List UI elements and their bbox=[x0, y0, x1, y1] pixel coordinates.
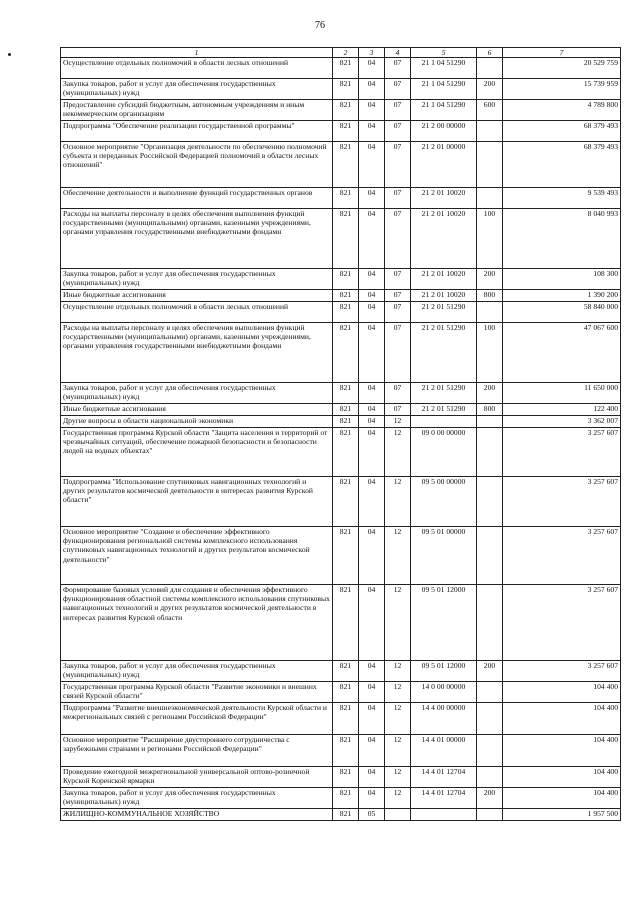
cell-ved: 821 bbox=[333, 788, 359, 809]
cell-ved: 821 bbox=[333, 416, 359, 428]
table-row bbox=[61, 209, 621, 269]
cell-csr: 09 0 00 00000 bbox=[411, 428, 477, 477]
cell-name: Формирование базовых условий для создания и обеспечения эффективного функционирования областной системы комплексного использования спутниковых навигационных технологий и других результатов космической деятельности в интересах развития Курской области bbox=[61, 585, 333, 661]
cell-vr: 100 bbox=[477, 323, 503, 383]
cell-ved: 821 bbox=[333, 58, 359, 79]
cell-sum: 104 400 bbox=[503, 767, 621, 788]
cell-ved: 821 bbox=[333, 404, 359, 416]
cell-name: Иные бюджетные ассигнования bbox=[61, 404, 333, 416]
cell-ved: 821 bbox=[333, 209, 359, 269]
cell-pr: 07 bbox=[385, 121, 411, 142]
table-row bbox=[61, 404, 621, 416]
cell-vr: 800 bbox=[477, 290, 503, 302]
cell-rz: 04 bbox=[359, 585, 385, 661]
cell-ved: 821 bbox=[333, 661, 359, 682]
header-row bbox=[61, 48, 621, 58]
cell-pr: 12 bbox=[385, 767, 411, 788]
cell-vr bbox=[477, 809, 503, 821]
cell-csr: 09 5 00 00000 bbox=[411, 477, 477, 527]
table-row bbox=[61, 735, 621, 767]
cell-csr: 14 4 01 12704 bbox=[411, 767, 477, 788]
cell-name: Основное мероприятие "Организация деятельности по обеспечению полномочий субъекта и переданных Российской Федерацией полномочий в области лесных отношений" bbox=[61, 142, 333, 188]
table-row bbox=[61, 809, 621, 821]
cell-vr bbox=[477, 121, 503, 142]
cell-sum: 1 957 500 bbox=[503, 809, 621, 821]
cell-sum: 104 400 bbox=[503, 703, 621, 735]
table-row bbox=[61, 788, 621, 809]
table-row bbox=[61, 428, 621, 477]
cell-sum: 3 257 607 bbox=[503, 585, 621, 661]
cell-pr: 12 bbox=[385, 585, 411, 661]
cell-ved: 821 bbox=[333, 428, 359, 477]
cell-ved: 821 bbox=[333, 735, 359, 767]
cell-sum: 104 400 bbox=[503, 735, 621, 767]
cell-vr bbox=[477, 302, 503, 323]
table-row bbox=[61, 142, 621, 188]
cell-csr: 21 2 01 51290 bbox=[411, 302, 477, 323]
cell-ved: 821 bbox=[333, 585, 359, 661]
cell-pr: 07 bbox=[385, 383, 411, 404]
cell-csr: 21 1 04 51290 bbox=[411, 100, 477, 121]
cell-csr: 09 5 01 00000 bbox=[411, 527, 477, 585]
budget-table bbox=[60, 47, 621, 821]
table-row bbox=[61, 585, 621, 661]
cell-sum: 104 400 bbox=[503, 788, 621, 809]
table-row bbox=[61, 767, 621, 788]
table-row bbox=[61, 79, 621, 100]
cell-rz: 04 bbox=[359, 302, 385, 323]
cell-name: Предоставление субсидий бюджетным, автономным учреждениям и иным некоммерческим организациям bbox=[61, 100, 333, 121]
cell-csr: 21 2 01 51290 bbox=[411, 404, 477, 416]
cell-sum: 15 739 959 bbox=[503, 79, 621, 100]
cell-name: Государственная программа Курской области "Защита населения и территорий от чрезвычайных ситуаций, обеспечение пожарной безопасности и безопасности людей на водных объектах" bbox=[61, 428, 333, 477]
cell-rz: 04 bbox=[359, 142, 385, 188]
table-row bbox=[61, 121, 621, 142]
cell-csr: 21 2 01 10020 bbox=[411, 209, 477, 269]
cell-vr bbox=[477, 188, 503, 209]
header-cell: 5 bbox=[411, 48, 477, 58]
cell-csr: 14 0 00 00000 bbox=[411, 682, 477, 703]
cell-vr bbox=[477, 58, 503, 79]
cell-name: Закупка товаров, работ и услуг для обеспечения государственных (муниципальных) нужд bbox=[61, 661, 333, 682]
cell-ved: 821 bbox=[333, 121, 359, 142]
cell-vr: 100 bbox=[477, 209, 503, 269]
cell-sum: 8 040 993 bbox=[503, 209, 621, 269]
cell-name: Проведение ежегодной межрегиональной универсальной оптово-розничной Курской Коренской ярмарки bbox=[61, 767, 333, 788]
cell-vr bbox=[477, 767, 503, 788]
cell-sum: 68 379 493 bbox=[503, 142, 621, 188]
table-row bbox=[61, 477, 621, 527]
cell-csr: 09 5 01 12000 bbox=[411, 585, 477, 661]
cell-pr: 07 bbox=[385, 188, 411, 209]
cell-sum: 20 529 759 bbox=[503, 58, 621, 79]
cell-rz: 04 bbox=[359, 290, 385, 302]
cell-pr: 07 bbox=[385, 100, 411, 121]
cell-vr: 200 bbox=[477, 269, 503, 290]
table-row bbox=[61, 527, 621, 585]
table-row bbox=[61, 416, 621, 428]
table-row bbox=[61, 323, 621, 383]
cell-name: Закупка товаров, работ и услуг для обеспечения государственных (муниципальных) нужд bbox=[61, 79, 333, 100]
cell-rz: 04 bbox=[359, 58, 385, 79]
cell-csr: 21 2 01 10020 bbox=[411, 290, 477, 302]
cell-csr: 21 1 04 51290 bbox=[411, 58, 477, 79]
cell-rz: 04 bbox=[359, 209, 385, 269]
table-row bbox=[61, 661, 621, 682]
cell-csr bbox=[411, 809, 477, 821]
cell-ved: 821 bbox=[333, 383, 359, 404]
cell-vr bbox=[477, 428, 503, 477]
header-cell: 4 bbox=[385, 48, 411, 58]
cell-rz: 04 bbox=[359, 79, 385, 100]
cell-pr: 07 bbox=[385, 142, 411, 188]
cell-csr: 14 4 00 00000 bbox=[411, 703, 477, 735]
cell-csr: 21 2 01 10020 bbox=[411, 269, 477, 290]
cell-pr: 12 bbox=[385, 428, 411, 477]
cell-vr bbox=[477, 142, 503, 188]
cell-rz: 04 bbox=[359, 404, 385, 416]
cell-rz: 04 bbox=[359, 682, 385, 703]
cell-rz: 04 bbox=[359, 661, 385, 682]
cell-ved: 821 bbox=[333, 100, 359, 121]
cell-ved: 821 bbox=[333, 188, 359, 209]
cell-pr: 07 bbox=[385, 79, 411, 100]
cell-pr: 07 bbox=[385, 404, 411, 416]
cell-rz: 04 bbox=[359, 527, 385, 585]
cell-sum: 3 257 607 bbox=[503, 428, 621, 477]
cell-sum: 3 257 607 bbox=[503, 661, 621, 682]
cell-vr bbox=[477, 703, 503, 735]
cell-pr: 12 bbox=[385, 682, 411, 703]
cell-name: Расходы на выплаты персоналу в целях обеспечения выполнения функций государственными (муниципальными) органами, казенными учреждениями, органами управления государственными внебюджетными фондами bbox=[61, 323, 333, 383]
cell-rz: 04 bbox=[359, 767, 385, 788]
cell-rz: 05 bbox=[359, 809, 385, 821]
cell-rz: 04 bbox=[359, 323, 385, 383]
cell-name: Расходы на выплаты персоналу в целях обеспечения выполнения функций государственными (муниципальными) органами, казенными учреждениями, органами управления государственными внебюджетными фондами bbox=[61, 209, 333, 269]
cell-sum: 58 840 000 bbox=[503, 302, 621, 323]
cell-csr: 21 2 01 51290 bbox=[411, 323, 477, 383]
cell-ved: 821 bbox=[333, 767, 359, 788]
cell-pr: 12 bbox=[385, 735, 411, 767]
table-row bbox=[61, 188, 621, 209]
cell-csr: 21 2 00 00000 bbox=[411, 121, 477, 142]
cell-pr: 07 bbox=[385, 209, 411, 269]
cell-pr: 12 bbox=[385, 788, 411, 809]
header-cell: 3 bbox=[359, 48, 385, 58]
cell-sum: 1 390 200 bbox=[503, 290, 621, 302]
cell-name: Обеспечение деятельности и выполнение функций государственных органов bbox=[61, 188, 333, 209]
cell-ved: 821 bbox=[333, 527, 359, 585]
cell-rz: 04 bbox=[359, 428, 385, 477]
cell-ved: 821 bbox=[333, 703, 359, 735]
cell-ved: 821 bbox=[333, 79, 359, 100]
cell-pr: 12 bbox=[385, 416, 411, 428]
cell-vr bbox=[477, 416, 503, 428]
cell-rz: 04 bbox=[359, 416, 385, 428]
table-row bbox=[61, 290, 621, 302]
cell-pr: 07 bbox=[385, 58, 411, 79]
table-row bbox=[61, 269, 621, 290]
cell-name: Осуществление отдельных полномочий в области лесных отношений bbox=[61, 58, 333, 79]
cell-name: Основное мероприятие "Расширение двустороннего сотрудничества с зарубежными странами и регионами Российской Федерации" bbox=[61, 735, 333, 767]
cell-sum: 104 400 bbox=[503, 682, 621, 703]
cell-name: Закупка товаров, работ и услуг для обеспечения государственных (муниципальных) нужд bbox=[61, 269, 333, 290]
table-row bbox=[61, 682, 621, 703]
header-cell: 6 bbox=[477, 48, 503, 58]
cell-rz: 04 bbox=[359, 788, 385, 809]
table-row bbox=[61, 703, 621, 735]
cell-vr bbox=[477, 527, 503, 585]
table-row bbox=[61, 383, 621, 404]
cell-vr: 200 bbox=[477, 383, 503, 404]
cell-sum: 3 257 607 bbox=[503, 527, 621, 585]
cell-sum: 47 067 600 bbox=[503, 323, 621, 383]
cell-sum: 3 257 607 bbox=[503, 477, 621, 527]
cell-vr bbox=[477, 735, 503, 767]
cell-pr: 07 bbox=[385, 323, 411, 383]
cell-ved: 821 bbox=[333, 269, 359, 290]
cell-name: Подпрограмма "Обеспечение реализации государственной программы" bbox=[61, 121, 333, 142]
cell-vr: 800 bbox=[477, 404, 503, 416]
cell-rz: 04 bbox=[359, 383, 385, 404]
cell-vr bbox=[477, 477, 503, 527]
cell-name: Закупка товаров, работ и услуг для обеспечения государственных (муниципальных) нужд bbox=[61, 383, 333, 404]
cell-name: Закупка товаров, работ и услуг для обеспечения государственных (муниципальных) нужд bbox=[61, 788, 333, 809]
cell-name: Иные бюджетные ассигнования bbox=[61, 290, 333, 302]
cell-vr bbox=[477, 585, 503, 661]
header-cell: 7 bbox=[503, 48, 621, 58]
cell-csr: 21 2 01 51290 bbox=[411, 383, 477, 404]
table-row bbox=[61, 302, 621, 323]
cell-rz: 04 bbox=[359, 735, 385, 767]
cell-csr: 21 2 01 00000 bbox=[411, 142, 477, 188]
cell-csr: 09 5 01 12000 bbox=[411, 661, 477, 682]
cell-sum: 9 539 493 bbox=[503, 188, 621, 209]
cell-name: Другие вопросы в области национальной экономики bbox=[61, 416, 333, 428]
cell-vr: 200 bbox=[477, 79, 503, 100]
cell-name: ЖИЛИЩНО-КОММУНАЛЬНОЕ ХОЗЯЙСТВО bbox=[61, 809, 333, 821]
cell-ved: 821 bbox=[333, 290, 359, 302]
cell-vr: 200 bbox=[477, 788, 503, 809]
cell-name: Подпрограмма "Использование спутниковых навигационных технологий и других результатов космической деятельности в интересах развития Курской области" bbox=[61, 477, 333, 527]
cell-csr: 21 2 01 10020 bbox=[411, 188, 477, 209]
cell-pr: 12 bbox=[385, 477, 411, 527]
cell-ved: 821 bbox=[333, 682, 359, 703]
cell-rz: 04 bbox=[359, 703, 385, 735]
cell-sum: 122 400 bbox=[503, 404, 621, 416]
cell-sum: 3 362 007 bbox=[503, 416, 621, 428]
cell-pr: 07 bbox=[385, 269, 411, 290]
cell-vr: 600 bbox=[477, 100, 503, 121]
cell-vr: 200 bbox=[477, 661, 503, 682]
cell-sum: 4 789 800 bbox=[503, 100, 621, 121]
cell-rz: 04 bbox=[359, 188, 385, 209]
cell-pr: 12 bbox=[385, 661, 411, 682]
cell-vr bbox=[477, 682, 503, 703]
table-row bbox=[61, 58, 621, 79]
cell-rz: 04 bbox=[359, 100, 385, 121]
cell-csr: 21 1 04 51290 bbox=[411, 79, 477, 100]
header-cell: 1 bbox=[61, 48, 333, 58]
cell-ved: 821 bbox=[333, 809, 359, 821]
scan-mark bbox=[8, 53, 11, 56]
cell-sum: 108 300 bbox=[503, 269, 621, 290]
cell-name: Осуществление отдельных полномочий в области лесных отношений bbox=[61, 302, 333, 323]
cell-pr: 12 bbox=[385, 703, 411, 735]
cell-sum: 68 379 493 bbox=[503, 121, 621, 142]
cell-name: Подпрограмма "Развитие внешнеэкономической деятельности Курской области и межрегиональных связей с регионами Российской Федерации" bbox=[61, 703, 333, 735]
cell-rz: 04 bbox=[359, 121, 385, 142]
cell-ved: 821 bbox=[333, 477, 359, 527]
cell-csr: 14 4 01 12704 bbox=[411, 788, 477, 809]
cell-sum: 11 650 000 bbox=[503, 383, 621, 404]
cell-pr bbox=[385, 809, 411, 821]
page-number: 76 bbox=[315, 20, 325, 31]
cell-pr: 07 bbox=[385, 302, 411, 323]
cell-pr: 07 bbox=[385, 290, 411, 302]
cell-rz: 04 bbox=[359, 269, 385, 290]
cell-pr: 12 bbox=[385, 527, 411, 585]
header-cell: 2 bbox=[333, 48, 359, 58]
cell-ved: 821 bbox=[333, 302, 359, 323]
cell-rz: 04 bbox=[359, 477, 385, 527]
cell-name: Основное мероприятие "Создание и обеспечение эффективного функционирования региональной системы комплексного использования спутниковых навигационных технологий и других результатов космической деятельности" bbox=[61, 527, 333, 585]
cell-name: Государственная программа Курской области "Развитие экономики и внешних связей Курской области" bbox=[61, 682, 333, 703]
cell-ved: 821 bbox=[333, 142, 359, 188]
cell-csr bbox=[411, 416, 477, 428]
cell-csr: 14 4 01 00000 bbox=[411, 735, 477, 767]
cell-ved: 821 bbox=[333, 323, 359, 383]
table-row bbox=[61, 100, 621, 121]
